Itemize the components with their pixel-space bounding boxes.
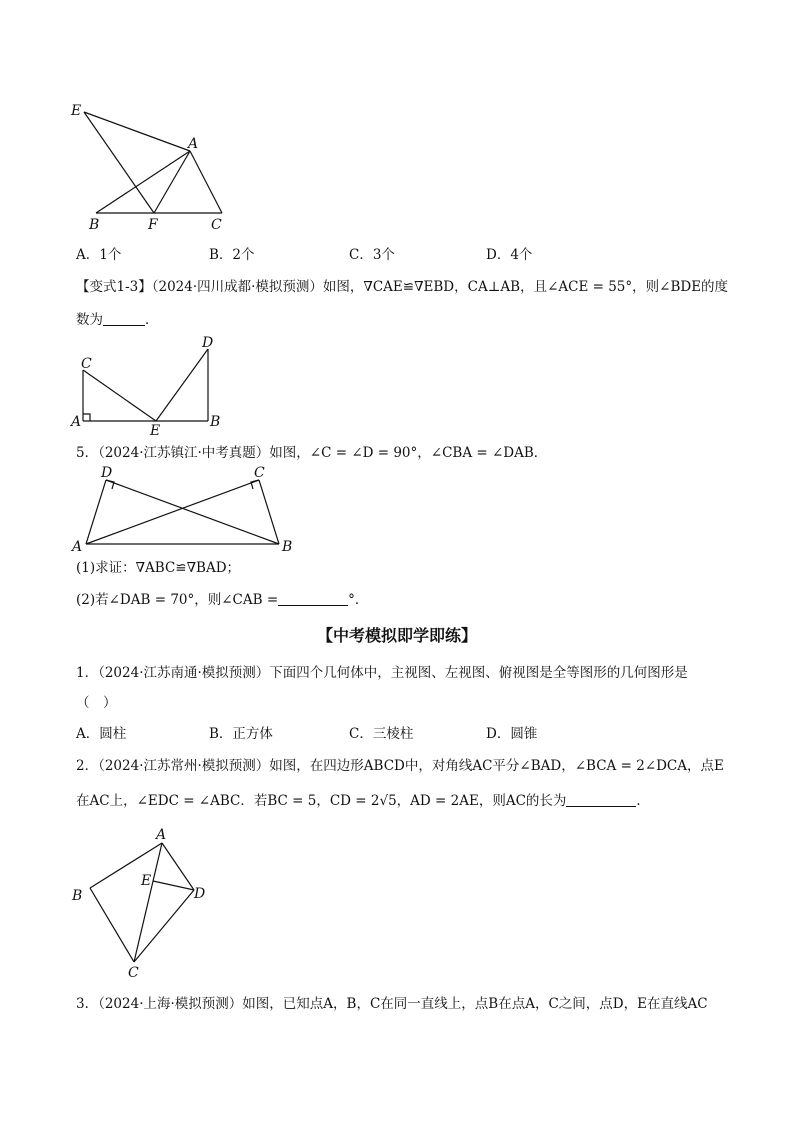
p2-line2-text: 在AC上，∠EDC = ∠ABC．若BC = 5，CD = 2√5，AD = 2AE，则AC的长为 xyxy=(76,793,567,809)
figure4-label-b: B xyxy=(72,888,83,904)
figure-triangle-eabfc xyxy=(66,98,236,238)
figure-caedb xyxy=(66,334,236,438)
figure2-label-e: E xyxy=(150,423,161,439)
option-b: B．2个 xyxy=(209,247,255,263)
variant-1-3-line2 xyxy=(76,310,159,330)
figure4-label-e: E xyxy=(141,873,152,889)
figure1-label-e: E xyxy=(71,103,82,119)
figure4-label-d: D xyxy=(194,886,206,902)
p1-line2: （ ） xyxy=(76,695,117,711)
variant-1-3-line2-end: ． xyxy=(145,312,159,328)
answer-blank[interactable] xyxy=(566,792,636,807)
p3-line1: 3．（2024·上海·模拟预测）如图，已知点A，B，C在同一直线上，点B在点A，C之间，点D，E在直线AC xyxy=(76,996,708,1012)
figure4-label-a: A xyxy=(156,827,167,843)
q5-part1: (1)求证：∇ABC≌∇BAD； xyxy=(76,560,241,576)
p1-option-c: C．三棱柱 xyxy=(349,726,414,742)
answer-blank[interactable] xyxy=(103,311,145,326)
section-heading: 【中考模拟即学即练】 xyxy=(316,626,477,645)
variant-1-3-line2-text: 数为 xyxy=(76,312,103,328)
q5-part2-end: °． xyxy=(348,592,369,608)
figure3-label-a: A xyxy=(72,539,83,555)
figure3-label-d: D xyxy=(101,465,113,481)
p1-option-b: B．正方体 xyxy=(209,726,273,742)
p2-line2 xyxy=(76,791,650,811)
figure2-label-c: C xyxy=(81,356,92,372)
option-d: D．4个 xyxy=(486,247,533,263)
variant-1-3-line1: 【变式1-3】（2024·四川成都·模拟预测）如图，∇CAE≌∇EBD，CA⊥AB，且∠ACE = 55°，则∠BDE的度 xyxy=(76,279,729,295)
p1-option-d: D．圆锥 xyxy=(486,726,538,742)
p1-line1: 1．（2024·江苏南通·模拟预测）下面四个几何体中，主视图、左视图、俯视图是全等图形的几何图形是 xyxy=(76,665,688,681)
p1-option-a: A．圆柱 xyxy=(76,726,127,742)
figure4-label-c: C xyxy=(128,965,139,981)
figure1-label-f: F xyxy=(148,217,158,233)
figure2-label-b: B xyxy=(210,414,221,430)
figure1-label-b: B xyxy=(89,217,100,233)
figure1-label-a: A xyxy=(188,136,199,152)
figure1-label-c: C xyxy=(211,217,222,233)
figure2-label-a: A xyxy=(71,414,82,430)
answer-blank[interactable] xyxy=(278,591,348,606)
option-c: C．3个 xyxy=(349,247,395,263)
option-a: A．1个 xyxy=(76,247,122,263)
p2-line1: 2．（2024·江苏常州·模拟预测）如图，在四边形ABCD中，对角线AC平分∠BAD，∠BCA = 2∠DCA，点E xyxy=(76,758,724,774)
figure2-label-d: D xyxy=(202,335,214,351)
figure-quadrilateral-abcd xyxy=(66,826,226,982)
p2-line2-end: ． xyxy=(636,793,650,809)
figure3-label-b: B xyxy=(282,539,293,555)
q5-part2 xyxy=(76,590,368,610)
figure3-label-c: C xyxy=(254,465,265,481)
figure-dcab xyxy=(66,464,306,556)
q5-line1: 5．（2024·江苏镇江·中考真题）如图，∠C = ∠D = 90°，∠CBA = ∠DAB． xyxy=(76,445,548,461)
q5-part2-text: (2)若∠DAB = 70°，则∠CAB = xyxy=(76,592,279,608)
